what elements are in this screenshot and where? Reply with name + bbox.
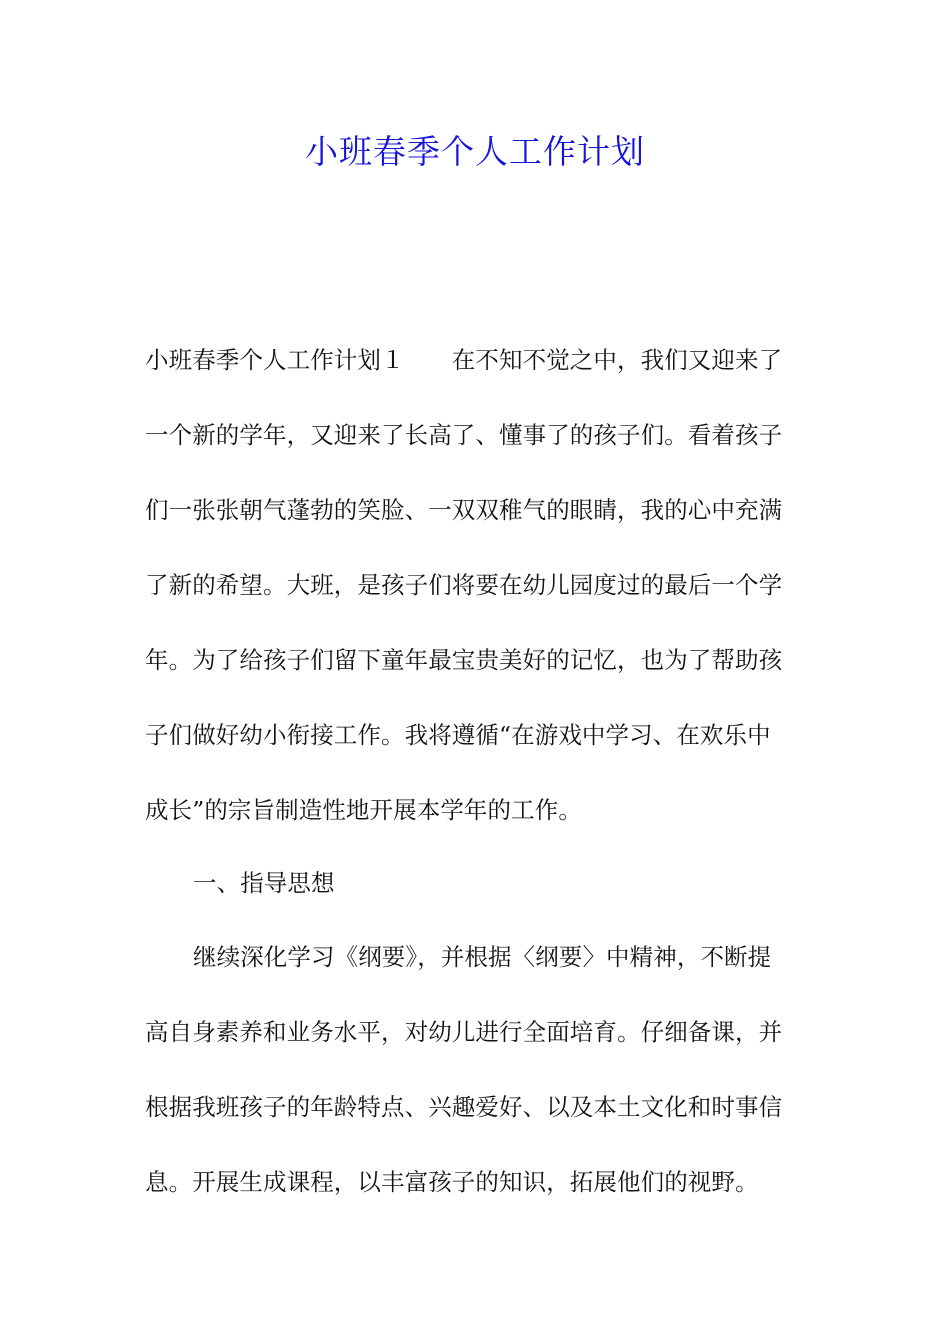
paragraph-line: 了新的希望。大班，是孩子们将要在幼儿园度过的最后一个学 — [145, 571, 783, 599]
paragraph-line: 一个新的学年，又迎来了长高了、懂事了的孩子们。看着孩子 — [145, 421, 783, 449]
paragraph-line: 高自身素养和业务水平，对幼儿进行全面培育。仔细备课，并 — [145, 1018, 783, 1046]
paragraph-line: 子们做好幼小衔接工作。我将遵循“在游戏中学习、在欢乐中 — [145, 721, 771, 749]
paragraph-line: 成长”的宗旨制造性地开展本学年的工作。 — [145, 796, 582, 824]
paragraph-line: 息。开展生成课程，以丰富孩子的知识，拓展他们的视野。 — [145, 1168, 759, 1196]
document-title: 小班春季个人工作计划 — [305, 132, 645, 171]
paragraph-line: 根据我班孩子的年龄特点、兴趣爱好、以及本土文化和时事信 — [145, 1093, 783, 1121]
paragraph-line: 继续深化学习《纲要》，并根据〈纲要〉中精神，不断提 — [193, 943, 772, 971]
section-heading: 一、指导思想 — [193, 869, 335, 897]
paragraph-line: 们一张张朝气蓬勃的笑脸、一双双稚气的眼睛，我的心中充满 — [145, 496, 783, 524]
paragraph-line: 小班春季个人工作计划１ 在不知不觉之中，我们又迎来了 — [145, 346, 783, 374]
paragraph-line: 年。为了给孩子们留下童年最宝贵美好的记忆，也为了帮助孩 — [145, 646, 783, 674]
